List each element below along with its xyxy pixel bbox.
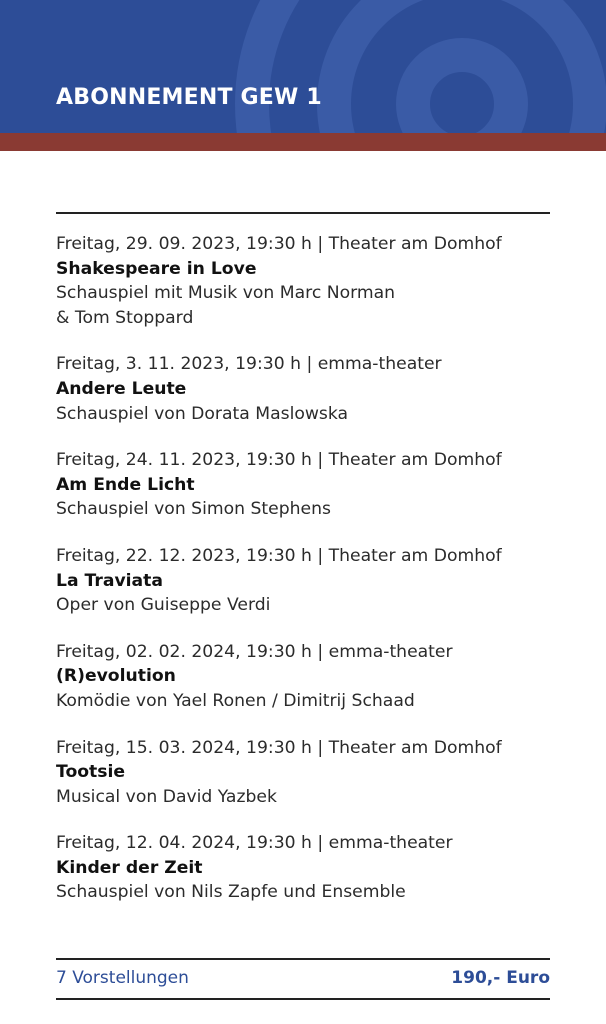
event-item xyxy=(56,544,550,618)
accent-bar xyxy=(0,133,606,151)
event-title: Andere Leute xyxy=(56,378,187,399)
event-item xyxy=(56,831,550,905)
event-description: Schauspiel von Nils Zapfe und Ensemble xyxy=(56,882,406,903)
event-title: Shakespeare in Love xyxy=(56,258,257,279)
event-item xyxy=(56,232,550,330)
event-description: Musical von David Yazbek xyxy=(56,786,277,807)
event-item xyxy=(56,352,550,426)
performance-count: 7 Vorstellungen xyxy=(56,968,189,988)
event-description: Oper von Guiseppe Verdi xyxy=(56,595,271,616)
event-description: Schauspiel von Simon Stephens xyxy=(56,499,331,520)
event-title: Kinder der Zeit xyxy=(56,857,203,878)
divider-top xyxy=(56,212,550,214)
event-title: Am Ende Licht xyxy=(56,474,195,495)
decorative-circles-graphic xyxy=(0,0,606,133)
event-title: (R)evolution xyxy=(56,666,176,687)
summary-footer xyxy=(56,964,550,992)
divider-footer-bottom xyxy=(56,998,550,1000)
event-description: Komödie von Yael Ronen / Dimitrij Schaad xyxy=(56,690,415,711)
header-banner xyxy=(0,0,606,133)
event-description: Schauspiel von Dorata Maslowska xyxy=(56,403,349,424)
event-date-venue: Freitag, 29. 09. 2023, 19:30 h | Theater am Domhof xyxy=(56,234,502,254)
event-item xyxy=(56,736,550,810)
event-date-venue: Freitag, 24. 11. 2023, 19:30 h | Theater am Domhof xyxy=(56,450,502,471)
page-title: ABONNEMENT GEW 1 xyxy=(56,85,322,110)
event-description: Schauspiel mit Musik von Marc Norman & Tom Stoppard xyxy=(56,283,396,328)
subscription-price: 190,- Euro xyxy=(451,968,550,988)
event-item xyxy=(56,640,550,714)
event-item xyxy=(56,448,550,522)
event-date-venue: Freitag, 3. 11. 2023, 19:30 h | emma-theater xyxy=(56,354,442,375)
event-date-venue: Freitag, 12. 04. 2024, 19:30 h | emma-theater xyxy=(56,833,453,854)
divider-footer-top xyxy=(56,958,550,960)
event-list xyxy=(56,232,550,927)
event-date-venue: Freitag, 02. 02. 2024, 19:30 h | emma-theater xyxy=(56,641,453,662)
event-date-venue: Freitag, 15. 03. 2024, 19:30 h | Theater am Domhof xyxy=(56,737,502,758)
event-title: Tootsie xyxy=(56,762,126,783)
event-title: La Traviata xyxy=(56,570,163,591)
event-date-venue: Freitag, 22. 12. 2023, 19:30 h | Theater am Domhof xyxy=(56,545,502,566)
